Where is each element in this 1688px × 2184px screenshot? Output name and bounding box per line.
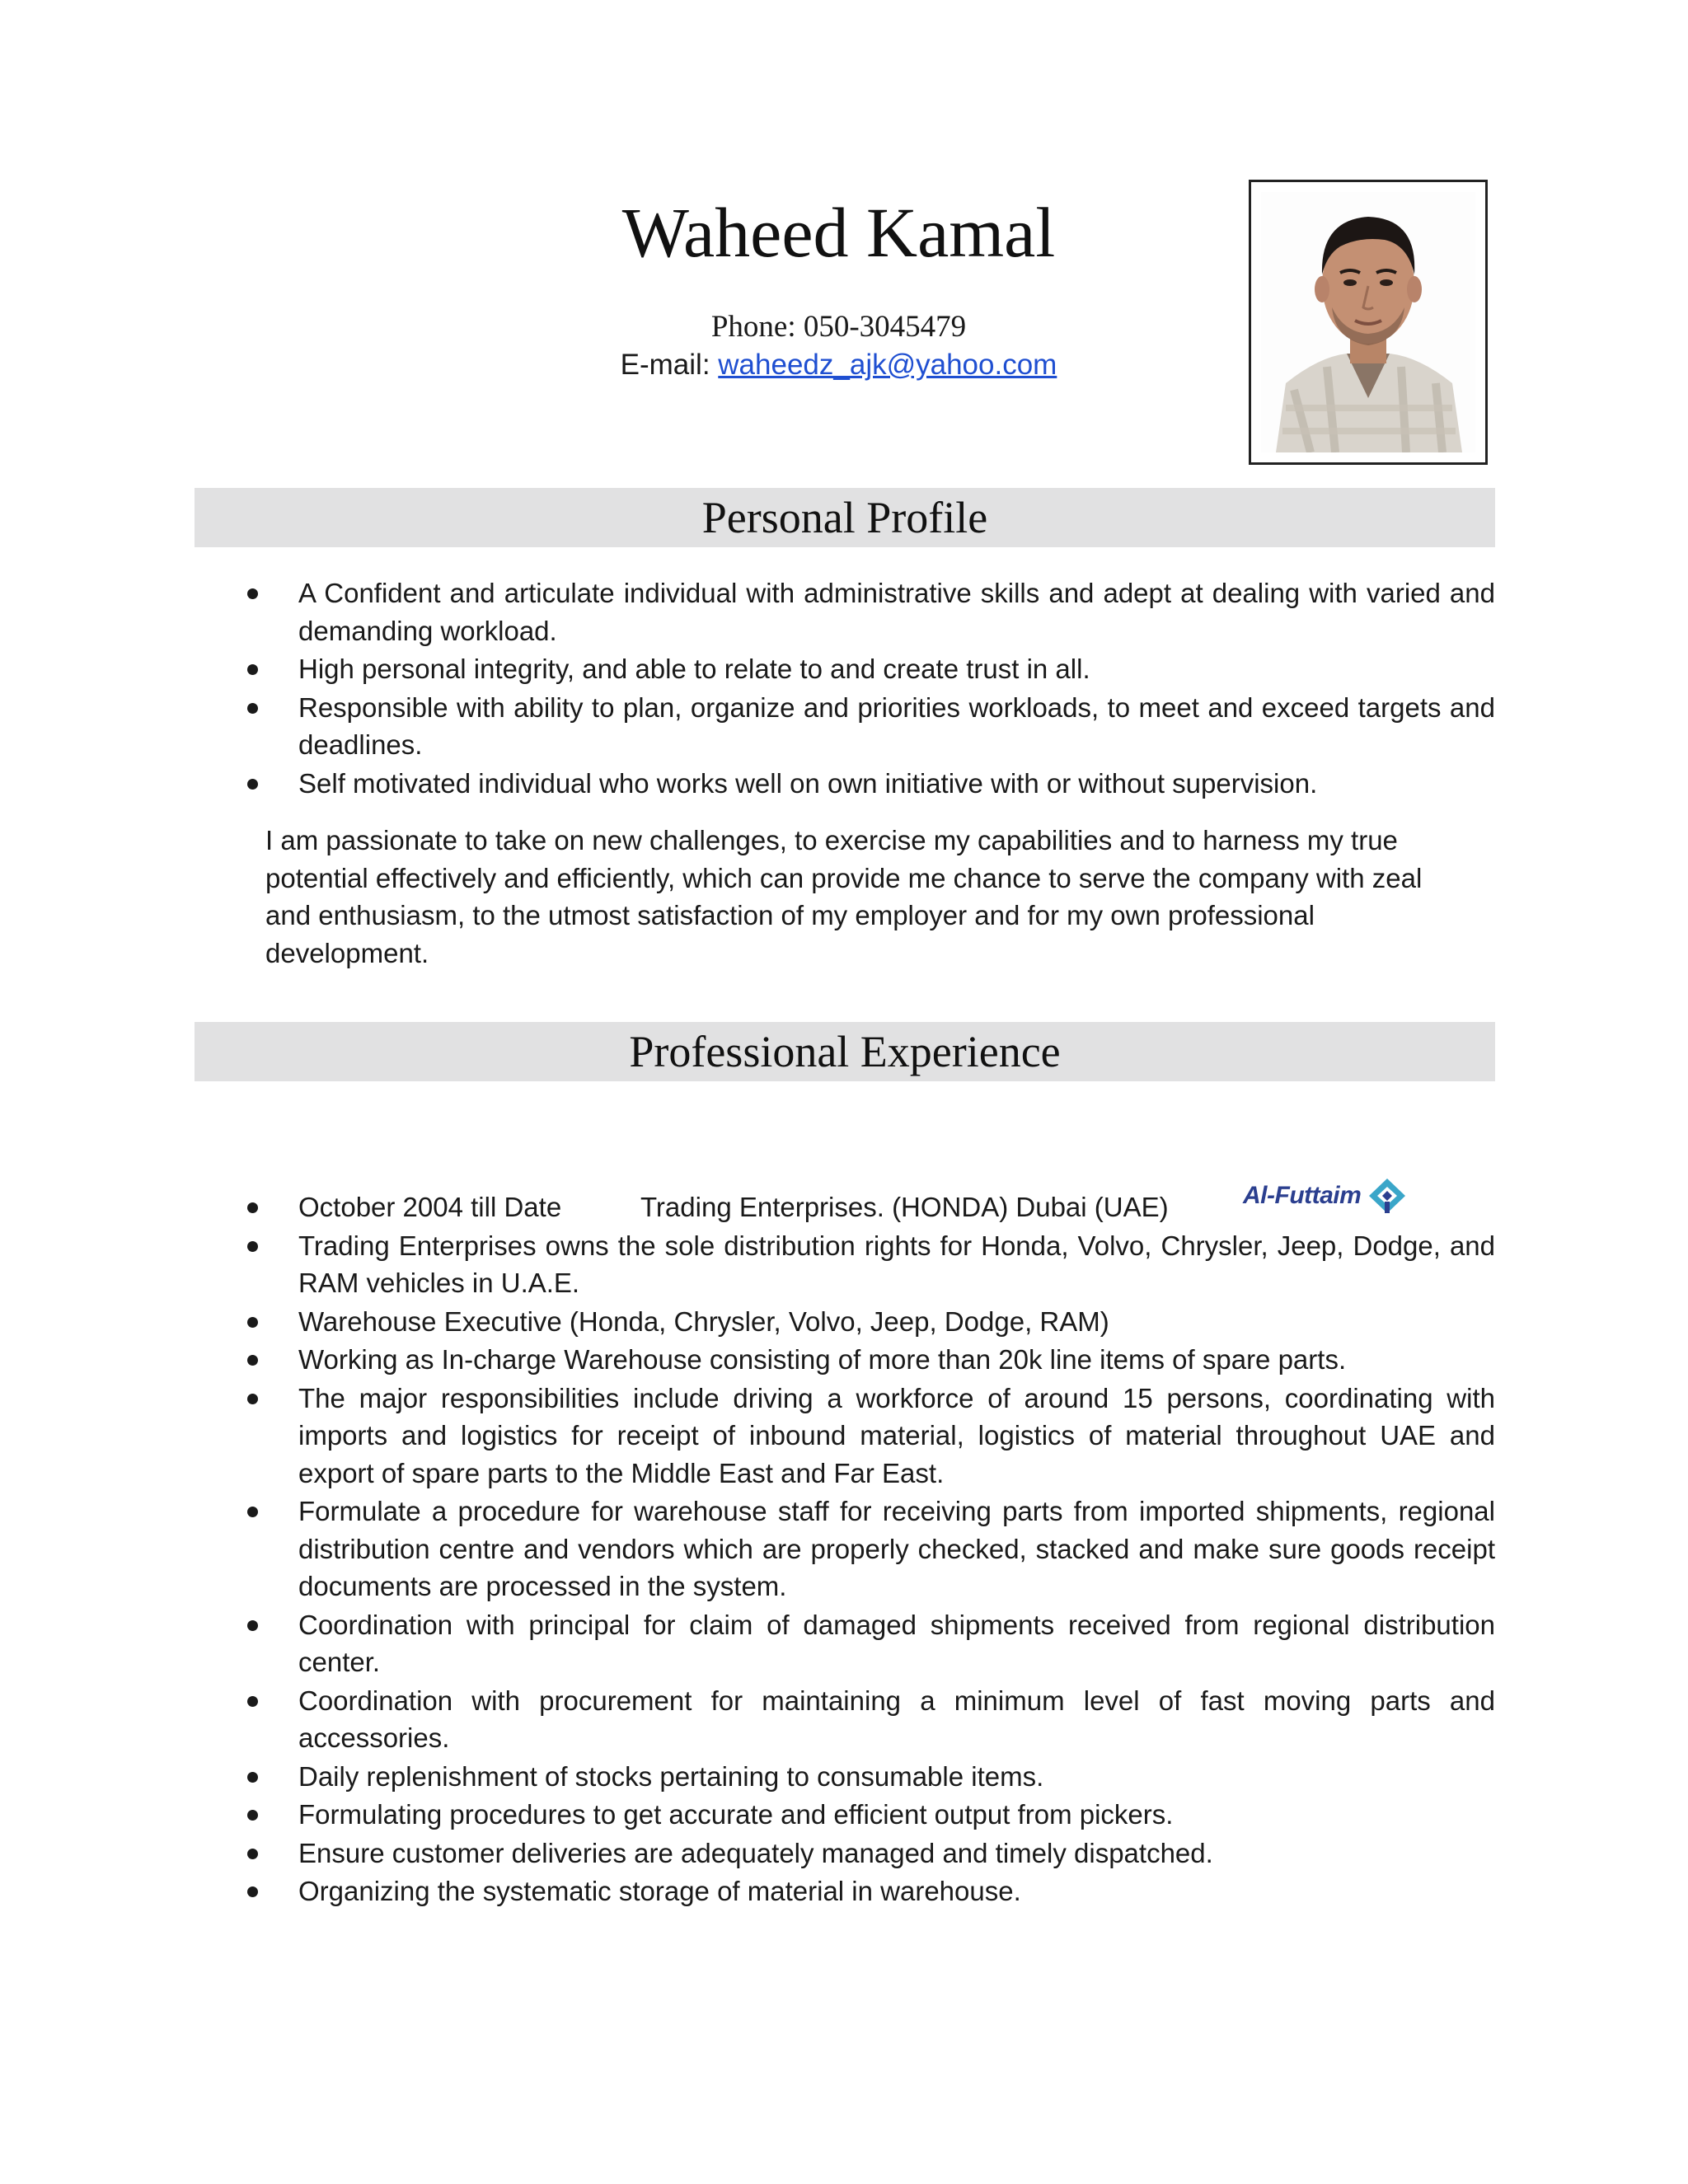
list-item: Ensure customer deliveries are adequately managed and timely dispatched.	[195, 1835, 1495, 1872]
email-link[interactable]: waheedz_ajk@yahoo.com	[718, 349, 1057, 381]
employment-period: October 2004 till Date	[298, 1192, 562, 1222]
list-item: Responsible with ability to plan, organize and priorities workloads, to meet and exceed targets and deadlines.	[195, 689, 1495, 764]
employer-name: Trading Enterprises. (HONDA) Dubai (UAE)	[640, 1192, 1169, 1222]
logo-text: Al-Futtaim	[1243, 1182, 1362, 1209]
list-item: Daily replenishment of stocks pertaining to consumable items.	[195, 1758, 1495, 1796]
profile-bullet-list	[195, 574, 1495, 803]
list-item: Trading Enterprises owns the sole distribution rights for Honda, Volvo, Chrysler, Jeep, Dodge, and RAM vehicles in U.A.E.	[195, 1227, 1495, 1302]
list-item: Self motivated individual who works well on own initiative with or without supervision.	[195, 765, 1495, 803]
list-item: Formulate a procedure for warehouse staff for receiving parts from imported shipments, regional distribution centre and vendors which are properly checked, stacked and make sure goods receipt documents are processed in the system.	[195, 1493, 1495, 1605]
email-label: E-mail:	[620, 349, 719, 381]
list-item: A Confident and articulate individual with administrative skills and adept at dealing with varied and demanding workload.	[195, 574, 1495, 649]
candidate-name: Waheed Kamal	[621, 193, 1056, 272]
logo-emblem-icon	[1366, 1177, 1409, 1215]
personal-profile-heading: Personal Profile	[195, 488, 1495, 547]
list-item: Formulating procedures to get accurate and efficient output from pickers.	[195, 1796, 1495, 1834]
list-item: Working as In-charge Warehouse consisting of more than 20k line items of spare parts.	[195, 1341, 1495, 1379]
profile-photo	[1249, 180, 1488, 465]
list-item: Warehouse Executive (Honda, Chrysler, Volvo, Jeep, Dodge, RAM)	[195, 1303, 1495, 1341]
portrait-image	[1261, 192, 1475, 452]
list-item: Coordination with procurement for maintaining a minimum level of fast moving parts and accessories.	[195, 1682, 1495, 1757]
list-item: The major responsibilities include driving a workforce of around 15 persons, coordinating with imports and logistics for receipt of inbound material, logistics of material throughout UAE and export of spare parts to the Middle East and Far East.	[195, 1380, 1495, 1493]
list-item: High personal integrity, and able to relate to and create trust in all.	[195, 650, 1495, 688]
list-item: Organizing the systematic storage of material in warehouse.	[195, 1872, 1495, 1910]
experience-bullet-list	[195, 1188, 1495, 1911]
phone-number: Phone: 050-3045479	[710, 310, 967, 344]
profile-statement: I am passionate to take on new challenges, to exercise my capabilities and to harness my true potential effectively and efficiently, which can provide me chance to serve the company with zeal and enthusiasm, to the utmost satisfaction of my employer and for my own professional development.	[265, 825, 1423, 968]
list-item: Coordination with principal for claim of damaged shipments received from regional distribution center.	[195, 1606, 1495, 1681]
professional-experience-heading: Professional Experience	[195, 1022, 1495, 1081]
al-futtaim-logo	[1243, 1177, 1409, 1215]
